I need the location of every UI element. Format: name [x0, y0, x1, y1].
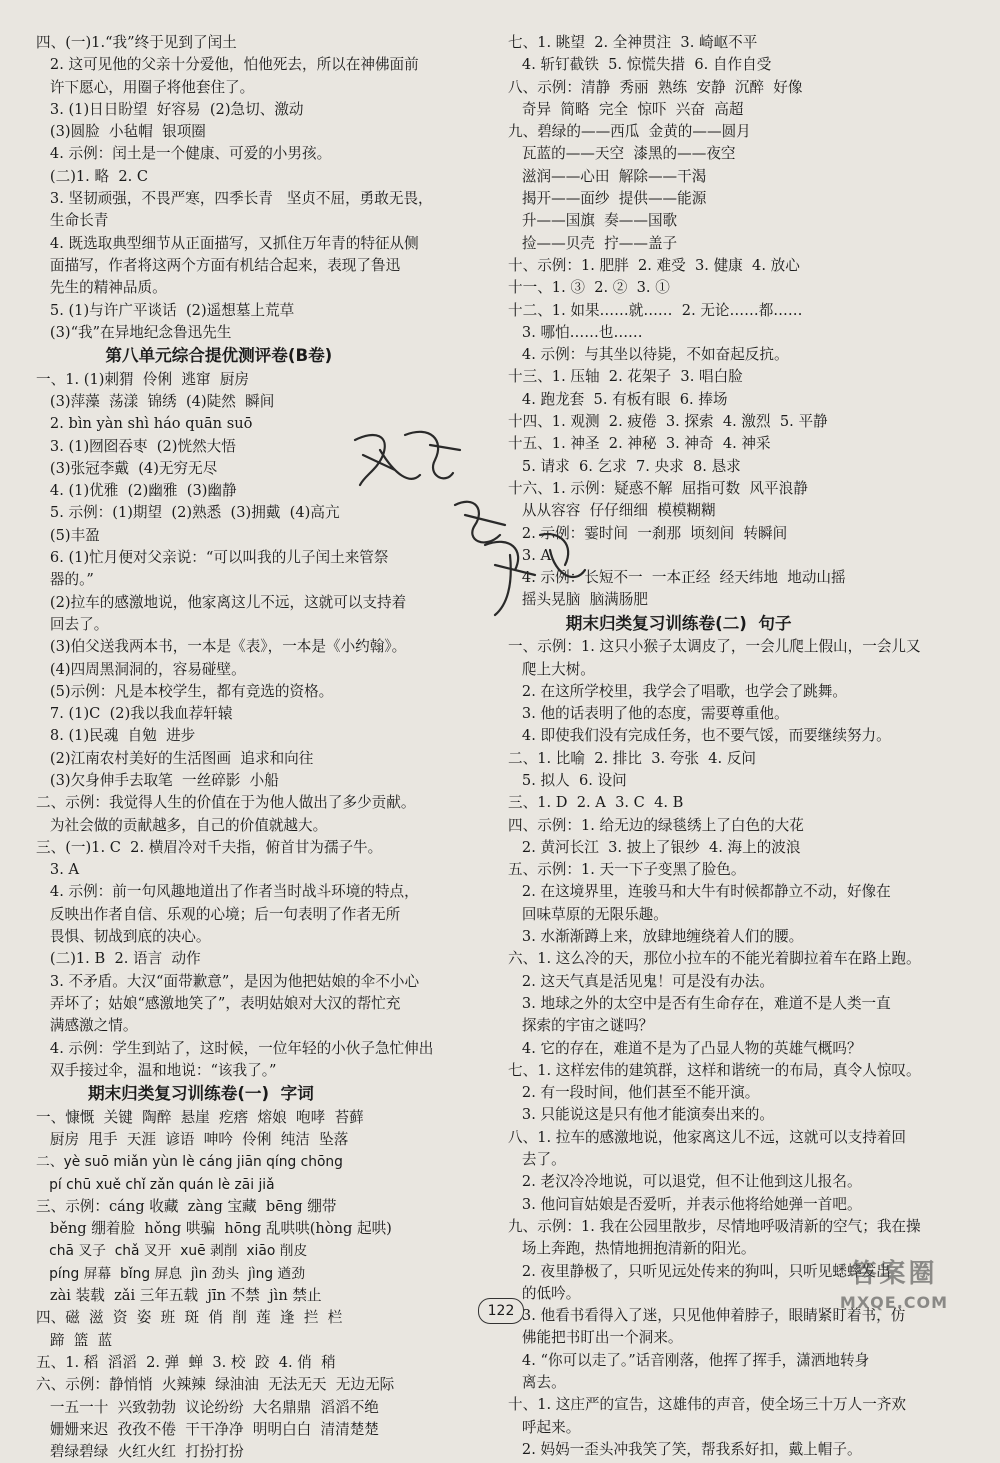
answer-line: 3. (1)囫囵吞枣 (2)恍然大悟 [36, 437, 236, 455]
answer-line: píng 屏幕 bǐng 屏息 jìn 劲头 jìng 遒劲 [36, 1265, 306, 1282]
answer-line: 场上奔跑，热情地拥抱清新的阳光。 [508, 1240, 756, 1258]
answer-line: 面描写，作者将这两个方面有机结合起来，表现了鲁迅 [36, 256, 401, 274]
answer-line: 十三、1. 压轴 2. 花架子 3. 唱白脸 [508, 368, 743, 386]
answer-line: 4. “你可以走了。”话音刚落，他挥了挥手，潇洒地转身 [508, 1351, 870, 1369]
answer-line: 8. (1)民魂 自勉 进步 [36, 727, 196, 745]
answer-line: 碧绿碧绿 火红火红 打扮打扮 [36, 1443, 244, 1461]
answer-line: 畏惧、韧战到底的决心。 [36, 928, 211, 946]
answer-line: 升——国旗 奏——国歌 [508, 212, 678, 230]
answer-line: 3. 他看书看得入了迷，只见他伸着脖子，眼睛紧盯着书，仿 [508, 1307, 906, 1325]
answer-line: 离去。 [508, 1374, 566, 1392]
answer-line: 5. (1)与许广平谈话 (2)遥想墓上荒草 [36, 301, 295, 319]
answer-line: 摇头晃脑 脑满肠肥 [508, 591, 648, 609]
answer-line: 四、(一)1.“我”终于见到了闰土 [36, 34, 237, 51]
answer-line: 为社会做的贡献越多，自己的价值就越大。 [36, 816, 328, 834]
answer-line: 4. (1)优雅 (2)幽雅 (3)幽静 [36, 482, 237, 500]
answer-line: 六、1. 这么冷的天，那位小拉车的不能光着脚拉着车在路上跑。 [508, 950, 921, 968]
watermark [808, 1256, 980, 1320]
answer-line: 双手接过伞，温和地说：“该我了。” [36, 1061, 277, 1079]
answer-line: (5)丰盈 [36, 526, 100, 544]
answer-line: 揭开——面纱 提供——能源 [508, 190, 707, 208]
answer-line: 十六、1. 示例：疑惑不解 屈指可数 风平浪静 [508, 479, 808, 497]
answer-line: 2. 在这所学校里，我学会了唱歌，也学会了跳舞。 [508, 682, 847, 700]
answer-line: 滋润——心田 解除——干渴 [508, 167, 707, 185]
answer-line: 十一、1. ③ 2. ② 3. ① [508, 279, 670, 297]
answer-line: 十五、1. 神圣 2. 神秘 3. 神奇 4. 神采 [508, 435, 771, 453]
answer-line: 一五一十 兴致勃勃 议论纷纷 大名鼎鼎 滔滔不绝 [36, 1398, 379, 1416]
answer-line: 2. 夜里静极了，只听见远处传来的狗叫，只听见蟋蟀发出 [508, 1262, 891, 1280]
answer-column-left [36, 32, 498, 1463]
answer-line: 2. 这可见他的父亲十分爱他，怕他死去，所以在神佛面前 [36, 56, 419, 74]
answer-line: 的低吟。 [508, 1284, 581, 1302]
answer-line: (3)伯父送我两本书，一本是《表》，一本是《小约翰》。 [36, 638, 407, 656]
answer-line: 四、示例：1. 给无边的绿毯绣上了白色的大花 [508, 816, 804, 834]
answer-line: (3)张冠李戴 (4)无穷无尽 [36, 459, 218, 477]
answer-line: 四、磁 滋 资 姿 班 斑 俏 削 莲 逢 拦 栏 [36, 1309, 343, 1327]
answer-line: 2. 这天气真是活见鬼！可是没有办法。 [508, 972, 774, 990]
answer-line: 奇异 简略 完全 惊吓 兴奋 高超 [508, 100, 744, 118]
answer-line: (3)“我”在异地纪念鲁迅先生 [36, 323, 232, 341]
answer-line: (3)萍藻 荡漾 锦绣 (4)陡然 瞬间 [36, 392, 275, 410]
answer-line: 3. 地球之外的太空中是否有生命存在，难道不是人类一直 [508, 994, 891, 1012]
answer-line: 4. 跑龙套 5. 有板有眼 6. 捧场 [508, 390, 728, 408]
answer-line: 4. 即使我们没有完成任务，也不要气馁，而要继续努力。 [508, 727, 891, 745]
answer-line: (3)欠身伸手去取笔 一丝碎影 小船 [36, 772, 279, 789]
answer-line: 二、示例：我觉得人生的价值在于为他人做出了多少贡献。 [36, 794, 416, 812]
answer-line: 弄坏了；姑娘“感激地笑了”，表明姑娘对大汉的帮忙充 [36, 994, 401, 1012]
answer-line: 先生的精神品质。 [36, 279, 167, 297]
answer-line: 3. A [36, 861, 80, 879]
answer-line: 3. 他问盲姑娘是否爱听，并表示他将给她弹一首吧。 [508, 1195, 862, 1213]
answer-line: 一、示例：1. 这只小猴子太调皮了，一会儿爬上假山，一会儿又 [508, 638, 921, 656]
answer-line: 3. A [508, 546, 552, 564]
answer-line: 3. 水渐渐蹲上来，放肆地缠绕着人们的腰。 [508, 928, 804, 946]
answer-line: 反映出作者自信、乐观的心境；后一句表明了作者无所 [36, 905, 401, 923]
answer-line: 去了。 [508, 1151, 566, 1169]
answer-line: 五、1. 稻 滔滔 2. 弹 蝉 3. 校 跤 4. 俏 稍 [36, 1353, 336, 1371]
answer-line: 3. 坚韧顽强，不畏严寒，四季长青 坚贞不屈，勇敢无畏， [36, 190, 433, 208]
answer-line: 3. 不矛盾。大汉“面带歉意”，是因为他把姑娘的伞不小心 [36, 972, 420, 990]
answer-line: 5. 请求 6. 乞求 7. 央求 8. 恳求 [508, 457, 741, 475]
answer-line: 器的。” [36, 571, 94, 589]
answer-line: 2. 黄河长江 3. 披上了银纱 4. 海上的波浪 [508, 838, 801, 856]
answer-line: chā 叉子 chǎ 叉开 xuē 剥削 xiāo 削皮 [36, 1243, 308, 1260]
answer-line: 4. 既选取典型细节从正面描写，又抓住万年青的特征从侧 [36, 234, 419, 252]
answer-line: 七、1. 这样宏伟的建筑群，这样和谐统一的布局，真令人惊叹。 [508, 1061, 921, 1079]
answer-line: 3. 只能说这是只有他才能演奏出来的。 [508, 1106, 774, 1124]
answer-line: (2)江南农村美好的生活图画 追求和向往 [36, 749, 314, 767]
answer-line: 蹄 篮 蓝 [36, 1331, 113, 1349]
answer-line: 七、1. 眺望 2. 全神贯注 3. 崎岖不平 [508, 34, 758, 51]
answer-line: 姗姗来迟 孜孜不倦 干干净净 明明白白 清清楚楚 [36, 1420, 379, 1438]
answer-line: 6. (1)忙月便对父亲说：“可以叫我的儿子闰土来管祭 [36, 549, 389, 567]
answer-line: 二、1. 比喻 2. 排比 3. 夸张 4. 反问 [508, 749, 757, 767]
answer-line: 回味草原的无限乐趣。 [508, 905, 668, 923]
answer-line: (二)1. B 2. 语言 动作 [36, 950, 201, 968]
answer-line: 八、1. 拉车的感激地说，他家离这儿不远，这就可以支持着回 [508, 1128, 907, 1146]
answer-line: 六、示例：静悄悄 火辣辣 绿油油 无法无天 无边无际 [36, 1376, 395, 1394]
answer-line: 第八单元综合提优测评卷(B卷) [36, 346, 333, 366]
answer-line: (4)四周黑洞洞的，容易碰壁。 [36, 660, 246, 678]
answer-line: 2. 妈妈一歪头冲我笑了笑，帮我系好扣，戴上帽子。 [508, 1440, 862, 1458]
answer-line: 4. 示例：长短不一 一本正经 经天纬地 地动山摇 [508, 569, 846, 587]
answer-line: 期末归类复习训练卷(二) 句子 [508, 613, 792, 633]
answer-line: (二)1. 略 2. C [36, 167, 149, 185]
answer-line: 九、示例：1. 我在公园里散步，尽情地呼吸清新的空气；我在操 [508, 1217, 921, 1235]
answer-line: 佛能把书盯出一个洞来。 [508, 1329, 683, 1347]
answer-line: 回去了。 [36, 615, 109, 633]
answer-line: 2. 在这境界里，连骏马和大牛有时候都静立不动，好像在 [508, 883, 891, 901]
answer-line: 十二、1. 如果……就…… 2. 无论……都…… [508, 301, 803, 319]
answer-line: 五、示例：1. 天一下子变黑了脸色。 [508, 861, 746, 879]
answer-line: 4. 示例：学生到站了，这时候，一位年轻的小伙子急忙伸出 [36, 1039, 434, 1057]
answer-line: 满感激之情。 [36, 1017, 138, 1035]
answer-line: 4. 斩钉截铁 5. 惊慌失措 6. 自作自受 [508, 56, 772, 74]
page-number: 122 [478, 1298, 524, 1324]
answer-line: 3. 哪怕……也…… [508, 323, 643, 341]
answer-line: 十、示例：1. 肥胖 2. 难受 3. 健康 4. 放心 [508, 256, 800, 274]
answer-line: 九、碧绿的——西瓜 金黄的——圆月 [508, 123, 751, 141]
answer-line: 从从容容 仔仔细细 模模糊糊 [508, 502, 716, 520]
answer-line: 许下愿心，用圈子将他套住了。 [36, 78, 255, 96]
answer-line: zài 装载 zǎi 三年五载 jīn 不禁 jìn 禁止 [36, 1287, 322, 1305]
answer-line: 爬上大树。 [508, 660, 595, 678]
answer-line: 一、1. (1)刺猬 伶俐 逃窜 厨房 [36, 370, 250, 388]
answer-line: 2. 示例：霎时间 一刹那 顷刻间 转瞬间 [508, 524, 788, 542]
answer-line: 生命长青 [36, 212, 109, 230]
answer-line: 4. 它的存在，难道不是为了凸显人物的英雄气概吗？ [508, 1039, 862, 1057]
answer-line: 5. 拟人 6. 设问 [508, 772, 627, 789]
answer-line: 二、yè suō miǎn yùn lè cáng jiān qíng chōng [36, 1154, 343, 1171]
answer-line: 呼起来。 [508, 1418, 581, 1436]
answer-line: 3. (1)日日盼望 好容易 (2)急切、激动 [36, 100, 304, 118]
answer-line: 2. bìn yàn shì háo quān suō [36, 415, 253, 433]
answer-line: 一、慷慨 关键 陶醉 悬崖 疙瘩 熔娘 咆哮 苔藓 [36, 1108, 364, 1126]
answer-line: 三、示例：cáng 收藏 zàng 宝藏 bēng 绷带 [36, 1197, 337, 1215]
answer-line: 4. 示例：与其坐以待毙，不如奋起反抗。 [508, 346, 789, 364]
answer-line: 3. 他的话表明了他的态度，需要尊重他。 [508, 705, 789, 723]
answer-line: 5. 示例：(1)期望 (2)熟悉 (3)拥戴 (4)高亢 [36, 504, 340, 522]
answer-line: 捡——贝壳 拧——盖子 [508, 234, 678, 252]
answer-line: běng 绷着脸 hǒng 哄骗 hōng 乱哄哄(hòng 起哄) [36, 1220, 392, 1238]
answer-line: 4. 示例：前一句风趣地道出了作者当时战斗环境的特点， [36, 883, 419, 901]
answer-line: 4. 示例：闰土是一个健康、可爱的小男孩。 [36, 145, 332, 163]
answer-line: 三、1. D 2. A 3. C 4. B [508, 794, 684, 812]
answer-line: (5)示例：凡是本校学生，都有竞选的资格。 [36, 682, 334, 700]
answer-line: 7. (1)C (2)我以我血荐轩辕 [36, 705, 233, 723]
watermark-url: MXQE.COM [839, 1293, 949, 1312]
answer-line: pí chū xuě chǐ zǎn quán lè zāi jiǎ [36, 1176, 275, 1193]
answer-line: 十、1. 这庄严的宣告，这雄伟的声音，使全场三十万人一齐欢 [508, 1396, 907, 1414]
answer-column-right [508, 32, 973, 1461]
answer-line: (3)圆脸 小毡帽 银项圈 [36, 123, 206, 141]
answer-line: 十四、1. 观测 2. 疲倦 3. 探索 4. 激烈 5. 平静 [508, 413, 828, 431]
answer-line: 八、示例：清静 秀丽 熟练 安静 沉醉 好像 [508, 78, 803, 96]
answer-line: 2. 老汉冷冷地说，可以退党，但不让他到这儿报名。 [508, 1173, 862, 1191]
answer-line: 三、(一)1. C 2. 横眉冷对千夫指，俯首甘为孺子牛。 [36, 838, 383, 856]
answer-line: 厨房 甩手 天涯 谚语 呻吟 伶俐 纯洁 坠落 [36, 1130, 349, 1148]
answer-line: 2. 有一段时间，他们甚至不能开演。 [508, 1084, 760, 1102]
answer-line: 瓦蓝的——天空 漆黑的——夜空 [508, 145, 736, 163]
answer-line: (2)拉车的感激地说，他家离这儿不远，这就可以支持着 [36, 593, 407, 611]
watermark-text: 答案圈 [850, 1259, 938, 1289]
answer-line: 期末归类复习训练卷(一) 字词 [36, 1084, 314, 1104]
answer-line: 探索的宇宙之谜吗？ [508, 1017, 654, 1035]
